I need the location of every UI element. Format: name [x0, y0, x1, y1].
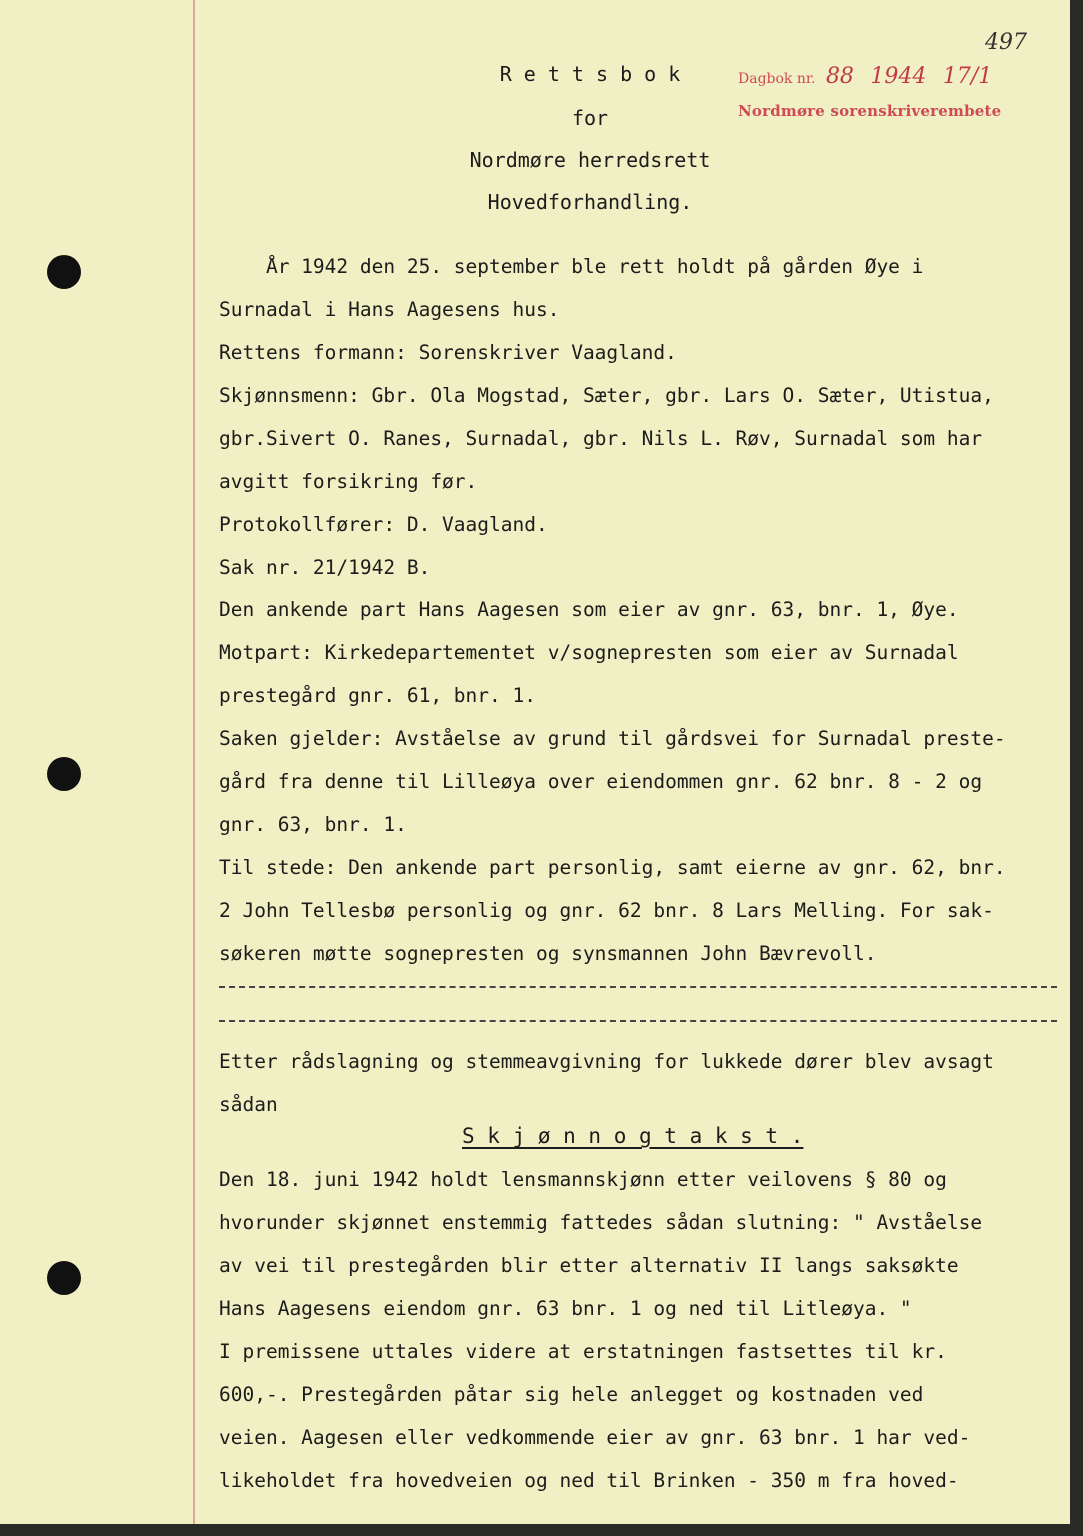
court-name: Nordmøre herredsrett — [469, 148, 711, 172]
punch-hole-icon — [47, 1261, 81, 1295]
margin-rule — [193, 0, 195, 1524]
text-line: Sak nr. 21/1942 B. — [219, 556, 431, 579]
dashed-separator — [219, 1020, 1057, 1022]
text-line: avgitt forsikring før. — [219, 470, 478, 493]
punch-hole-icon — [47, 757, 81, 791]
text-line: 600,-. Prestegården påtar sig hele anlegget og kostnaden ved — [219, 1383, 924, 1406]
text-line: Skjønnsmenn: Gbr. Ola Mogstad, Sæter, gbr. Lars O. Sæter, Utistua, — [219, 384, 994, 407]
text-line: likeholdet fra hovedveien og ned til Brinken - 350 m fra hoved- — [219, 1469, 959, 1492]
heading-for: for — [571, 106, 609, 130]
page-number: 497 — [985, 30, 1027, 55]
text-line: År 1942 den 25. september ble rett holdt på gården Øye i — [219, 255, 924, 278]
text-line: prestegård gnr. 61, bnr. 1. — [219, 684, 536, 707]
text-line: Hans Aagesens eiendom gnr. 63 bnr. 1 og ned til Litleøya. " — [219, 1297, 912, 1320]
text-line: Rettens formann: Sorenskriver Vaagland. — [219, 341, 677, 364]
text-line: veien. Aagesen eller vedkommende eier av gnr. 63 bnr. 1 har ved- — [219, 1426, 971, 1449]
journal-stamp — [738, 64, 998, 89]
stamp-year: 1944 — [870, 64, 927, 89]
text-line: Motpart: Kirkedepartementet v/sognepresten som eier av Surnadal — [219, 641, 959, 664]
document-title: R e t t s b o k — [499, 62, 681, 86]
text-line: hvorunder skjønnet enstemmig fattedes sådan slutning: " Avståelse — [219, 1211, 983, 1234]
stamp-number: 88 — [825, 64, 854, 89]
punch-hole-icon — [47, 255, 81, 289]
text-line: Til stede: Den ankende part personlig, samt eierne av gnr. 62, bnr. — [219, 856, 1006, 879]
text-line: Den 18. juni 1942 holdt lensmannskjønn etter veilovens § 80 og — [219, 1168, 947, 1191]
text-line: gnr. 63, bnr. 1. — [219, 813, 407, 836]
text-line: gbr.Sivert O. Ranes, Surnadal, gbr. Nils L. Røv, Surnadal som har — [219, 427, 983, 450]
text-line: gård fra denne til Lilleøya over eiendommen gnr. 62 bnr. 8 - 2 og — [219, 770, 983, 793]
text-line: Surnadal i Hans Aagesens hus. — [219, 298, 560, 321]
text-line: søkeren møtte sognepresten og synsmannen John Bævrevoll. — [219, 942, 877, 965]
text-line: sådan — [219, 1093, 278, 1116]
office-stamp: Nordmøre sorenskriverembete — [738, 102, 1002, 120]
text-line: 2 John Tellesbø personlig og gnr. 62 bnr. 8 Lars Melling. For sak- — [219, 899, 994, 922]
text-line: Den ankende part Hans Aagesen som eier av gnr. 63, bnr. 1, Øye. — [219, 598, 959, 621]
stamp-date: 17/1 — [942, 64, 993, 89]
text-line: Saken gjelder: Avståelse av grund til gårdsvei for Surnadal preste- — [219, 727, 1006, 750]
text-line: av vei til prestegården blir etter alternativ II langs saksøkte — [219, 1254, 959, 1277]
dashed-separator — [219, 986, 1057, 988]
text-line: I premissene uttales videre at erstatningen fastsettes til kr. — [219, 1340, 947, 1363]
stamp-label: Dagbok nr. — [738, 71, 816, 87]
hearing-type: Hovedforhandling. — [487, 190, 693, 214]
text-line: Etter rådslagning og stemmeavgivning for lukkede dører blev avsagt — [219, 1050, 994, 1073]
text-line: Protokollfører: D. Vaagland. — [219, 513, 548, 536]
section-title: S k j ø n n o g t a k s t . — [462, 1124, 804, 1148]
